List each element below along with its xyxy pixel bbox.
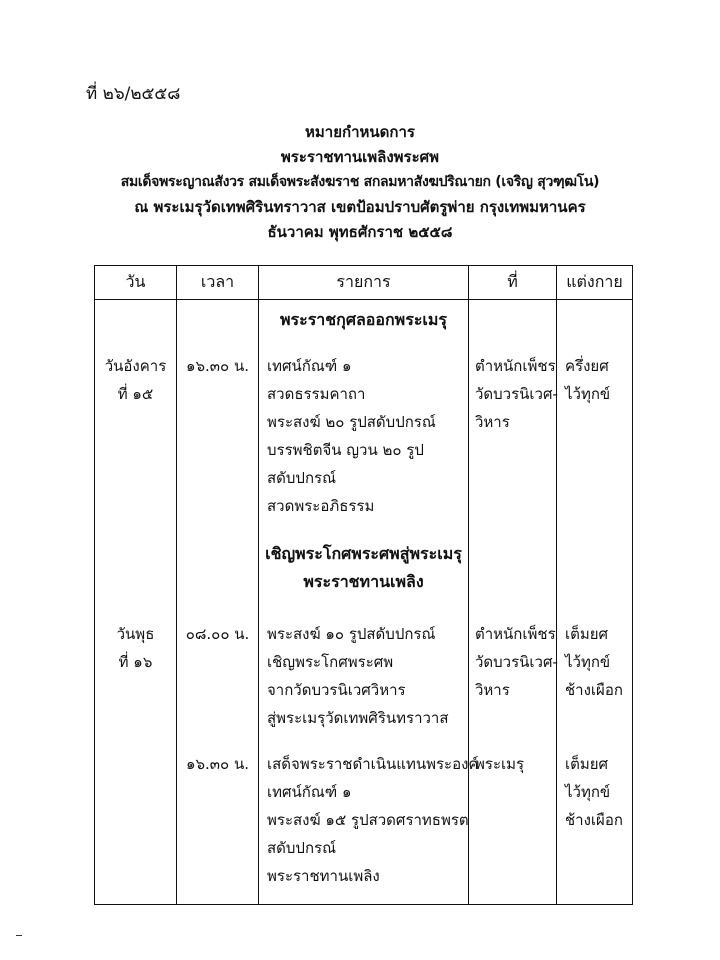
dress-line: ไว้ทุกข์ [565,385,611,403]
item-line: พระสงฆ์ ๒๐ รูปสดับปกรณ์ [267,413,436,431]
table-header-row [95,266,633,300]
item-line: สดับปกรณ์ [267,469,336,487]
header-dress: แต่งกาย [557,266,633,300]
day-label: วันอังคาร [104,357,167,375]
dress-line: ช้างเผือก [565,811,623,829]
place-line: ตำหนักเพ็ชร [475,357,556,375]
day-number: ที่ ๑๕ [117,385,154,403]
item-line: บรรพชิตจีน ญวน ๒๐ รูป [267,441,424,459]
item-cell [259,300,479,905]
item-line: พระสงฆ์ ๑๐ รูปสดับปกรณ์ [267,625,436,643]
time-cell [177,300,259,905]
dress-line: ช้างเผือก [565,681,623,699]
title-line: ณ พระเมรุวัดเทพศิรินทราวาส เขตป้อมปราบศัตรูพ่าย กรุงเทพมหานคร [134,198,586,216]
title-block [60,120,660,245]
section-heading: พระราชกุศลออกพระเมรุ [279,310,448,329]
item-line: สดับปกรณ์ [267,839,336,857]
title-line: พระราชทานเพลิงพระศพ [280,148,440,166]
item-line: เสด็จพระราชดำเนินแทนพระองค์ [267,755,479,773]
title-line: ธันวาคม พุทธศักราช ๒๕๕๘ [267,223,453,241]
table-body-row [95,300,633,905]
item-line: เทศน์กัณฑ์ ๑ [267,783,352,801]
title-line: สมเด็จพระญาณสังวร สมเด็จพระสังฆราช สกลมหาสังฆปริณายก (เจริญ สุวฑฺฒโน) [120,174,600,190]
day-label: วันพุธ [116,625,155,643]
place-line: พระเมรุ [475,755,525,773]
scan-mark [16,935,22,936]
item-line: เทศน์กัณฑ์ ๑ [267,357,352,375]
item-line: สวดพระอภิธรรม [267,497,375,515]
header-time: เวลา [177,266,259,300]
item-line: พระสงฆ์ ๑๕ รูปสวดศราทธพรต [267,811,469,829]
time-value: ๐๘.๐๐ น. [185,625,250,643]
dress-line: ครึ่งยศ [565,357,609,375]
item-line: สู่พระเมรุวัดเทพศิรินทราวาส [267,709,449,727]
item-line: จากวัดบวรนิเวศวิหาร [267,681,406,699]
dress-line: เต็มยศ [565,755,609,773]
dress-line: ไว้ทุกข์ [565,783,611,801]
day-number: ที่ ๑๖ [118,653,153,671]
section-heading: พระราชทานเพลิง [303,572,424,591]
time-value: ๑๖.๓๐ น. [185,357,249,375]
item-line: พระราชทานเพลิง [267,867,380,885]
place-line: ตำหนักเพ็ชร [475,625,556,643]
section-heading: เชิญพระโกศพระศพสู่พระเมรุ [265,544,462,563]
time-value: ๑๖.๓๐ น. [185,755,249,773]
schedule-table [94,265,633,905]
dress-line: เต็มยศ [565,625,609,643]
dress-cell [557,300,633,905]
dress-line: ไว้ทุกข์ [565,653,611,671]
day-cell [95,300,177,905]
header-item: รายการ [259,266,469,300]
place-line: วัดบวรนิเวศ- [475,385,558,403]
header-place: ที่ [469,266,557,300]
place-line: วิหาร [475,413,510,431]
document-number: ที่ ๒๖/๒๕๕๘ [86,84,181,104]
item-line: เชิญพระโกศพระศพ [267,653,394,671]
place-line: วิหาร [475,681,510,699]
place-cell [469,300,557,905]
item-line: สวดธรรมคาถา [267,385,366,403]
header-day: วัน [95,266,177,300]
place-line: วัดบวรนิเวศ- [475,653,558,671]
title-line: หมายกำหนดการ [305,123,415,141]
